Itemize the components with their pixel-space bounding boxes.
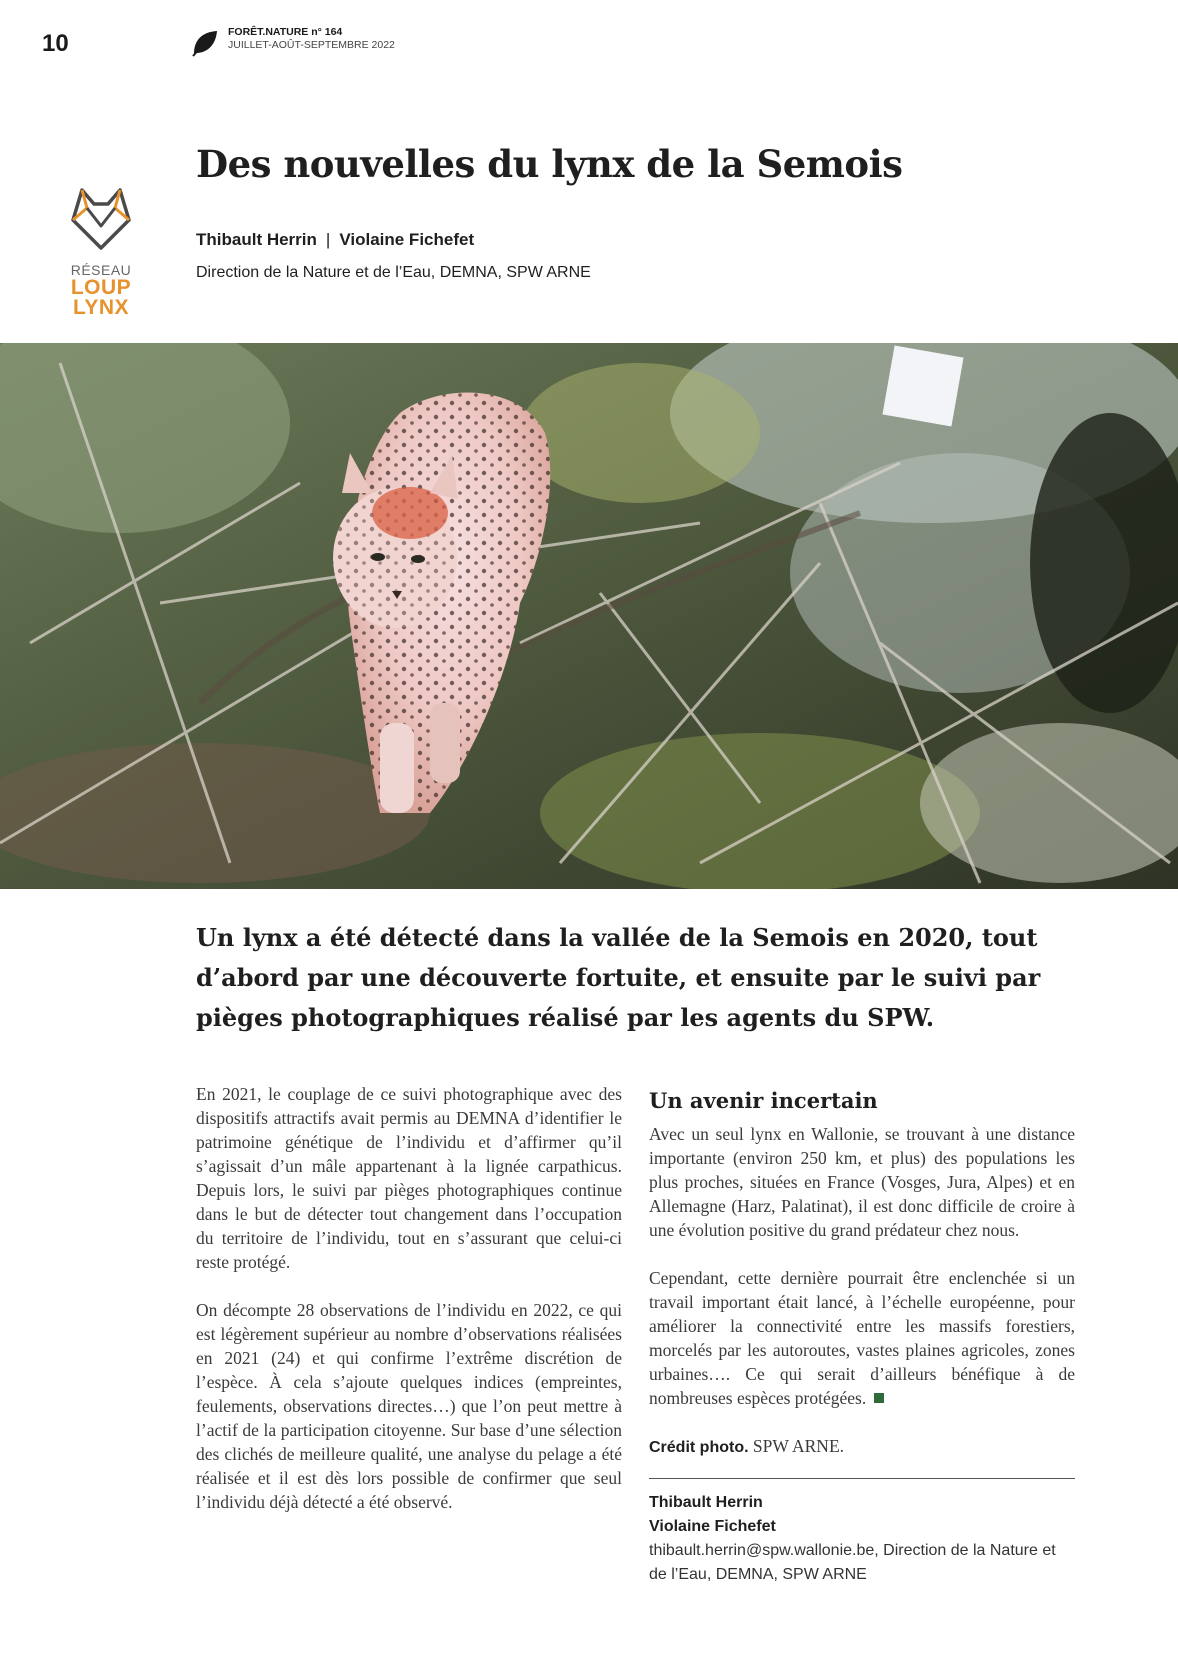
leaf-icon — [190, 28, 220, 58]
section-heading: Un avenir incertain — [649, 1088, 878, 1113]
masthead — [190, 26, 395, 58]
article-lead: Un lynx a été détecté dans la vallée de la Semois en 2020, tout d’abord par une découverte fortuite, et ensuite par le suivi par pièges photographiques réalisé par les agents du SPW. — [196, 923, 1041, 1032]
photo-credit-value: SPW ARNE. — [752, 1436, 845, 1456]
logo-line-loup: LOUP — [70, 276, 132, 299]
left-column — [196, 1082, 622, 1538]
author-name: Violaine Fichefet — [339, 230, 475, 249]
magazine-name: FORÊT.NATURE n° 164 — [228, 26, 343, 38]
logo-line-lynx: LYNX — [72, 296, 130, 319]
bio-contact — [649, 1539, 1075, 1587]
end-mark-icon — [874, 1393, 884, 1403]
body-paragraph — [649, 1266, 1075, 1410]
body-paragraph: On décompte 28 observations de l’individu en 2022, ce qui est légèrement supérieur au nombre d’observations réalisées en 2021 (24) et qui confirme l’extrême discrétion de l’espèce. À cela s’ajoute quelques indices (empreintes, feulements, observations directes…) que l’on peut mettre à l’actif de la participation citoyenne. Sur base d’une sélection des clichés de meilleure qualité, une analyse du pelage a été réalisée et il est dès lors possible de confirmer que seul l’individu déjà détecté a été observé. — [196, 1300, 622, 1512]
body-paragraph-text: Cependant, cette dernière pourrait être enclenchée si un travail important était lancé, à l’échelle européenne, pour améliorer la connectivité entre les massifs forestiers, morcelés par les autoroutes, vastes plaines agricoles, zones urbaines…. Ce qui serait d’ailleurs bénéfique à de nombreuses espèces protégées. — [649, 1268, 1075, 1408]
photo-credit — [649, 1434, 1075, 1460]
body-paragraph: Avec un seul lynx en Wallonie, se trouvant à une distance importante (environ 250 km, et plus) des populations les plus proches, situées en France (Vosges, Jura, Alpes) et en Allemagne (Harz, Palatinat), il est donc difficile de croire à une évolution positive du grand prédateur chez nous. — [649, 1124, 1075, 1240]
bio-author-name: Violaine Fichefet — [649, 1518, 776, 1535]
photo-credit-label: Crédit photo. — [649, 1439, 749, 1456]
body-paragraph: En 2021, le couplage de ce suivi photographique avec des dispositifs attractifs avait permis au DEMNA d’identifier le patrimoine génétique de l’individu et d’affirmer qu’il s’agissait d’un mâle appartenant à la lignée carpathicus. Depuis lors, le suivi par pièges photographiques continue dans le but de détecter tout changement dans l’occupation du territoire de l’individu, tout en s’assurant que celui-ci reste protégé. — [196, 1084, 622, 1272]
right-column — [649, 1088, 1075, 1611]
divider — [649, 1478, 1075, 1479]
page-number: 10 — [42, 30, 69, 57]
logo-line-reseau: RÉSEAU — [70, 262, 132, 278]
bio-author-name: Thibault Herrin — [649, 1494, 763, 1511]
wolf-lynx-head-icon — [70, 186, 132, 252]
authors — [196, 230, 474, 250]
lynx-camera-trap-photo — [0, 343, 1178, 889]
author-name: Thibault Herrin — [196, 230, 317, 249]
article-title: Des nouvelles du lynx de la Semois — [196, 142, 903, 186]
bio-affiliation: , Direction de la Nature et de l’Eau, DEMNA, SPW ARNE — [649, 1542, 1056, 1583]
reseau-loup-lynx-logo — [66, 186, 136, 318]
author-separator: | — [325, 230, 331, 249]
author-email-link[interactable]: thibault.herrin@spw.wallonie.be — [649, 1542, 875, 1559]
issue-date: JUILLET-AOÛT-SEPTEMBRE 2022 — [228, 39, 395, 51]
author-affiliation: Direction de la Nature et de l’Eau, DEMNA, SPW ARNE — [196, 264, 591, 281]
